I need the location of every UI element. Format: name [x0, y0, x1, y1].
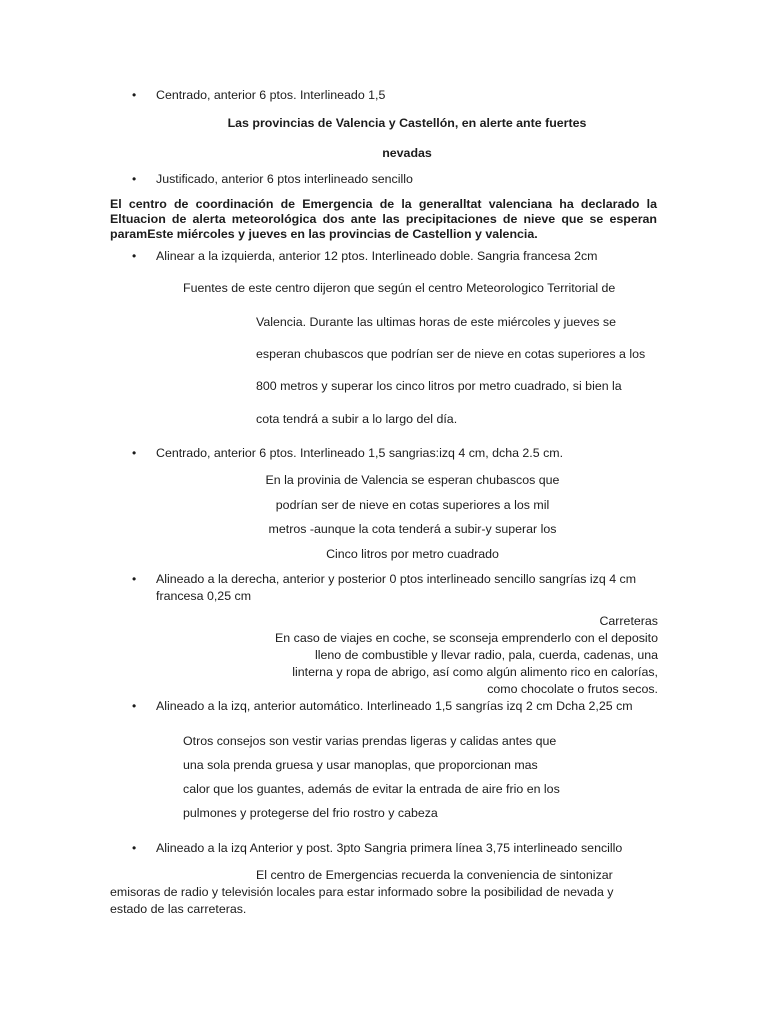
paragraph-line: Otros consejos son vestir varias prendas ligeras y calidas antes que [183, 734, 557, 748]
paragraph-line: El centro de coordinación de Emergencia de la generalltat valenciana ha declarado la [110, 197, 657, 211]
paragraph-line: podrían ser de nieve en cotas superiores a los mil [275, 498, 550, 512]
paragraph-line: calor que los guantes, además de evitar la entrada de aire frio en los [183, 782, 560, 796]
list-item-label: Alinear a la izquierda, anterior 12 ptos. Interlineado doble. Sangria francesa 2cm [156, 249, 598, 263]
paragraph-line: En caso de viajes en coche, se sconseja emprenderlo con el deposito [275, 631, 658, 645]
list-item-label: Alineado a la izq Anterior y post. 3pto Sangria primera línea 3,75 interlineado sencillo [156, 841, 623, 855]
list-item-label: Justificado, anterior 6 ptos interlineado sencillo [156, 172, 413, 186]
bullet-icon: • [132, 572, 137, 586]
paragraph-line: pulmones y protegerse del frio rostro y cabeza [183, 806, 438, 820]
paragraph-line: 800 metros y superar los cinco litros por metro cuadrado, si bien la [256, 379, 622, 393]
paragraph-line: lleno de combustible y llevar radio, pala, cuerda, cadenas, una [314, 648, 658, 662]
paragraph-line: como chocolate o frutos secos. [487, 682, 658, 696]
paragraph-line: Eltuacion de alerta meteorológica dos ante las precipitaciones de nieve que se esperan [110, 212, 657, 226]
paragraph-line: linterna y ropa de abrigo, así como algún alimento rico en calorías, [292, 665, 658, 679]
bullet-icon: • [132, 88, 137, 102]
bullet-icon: • [132, 249, 137, 263]
list-item-label: Alineado a la izq, anterior automático. Interlineado 1,5 sangrías izq 2 cm Dcha 2,25 cm [156, 699, 633, 713]
paragraph-line: paramEste miércoles y jueves en las provincias de Castellion y valencia. [110, 227, 538, 241]
bullet-icon: • [132, 172, 137, 186]
paragraph-line: emisoras de radio y televisión locales para estar informado sobre la posibilidad de nevada y [110, 885, 614, 899]
paragraph-line: Fuentes de este centro dijeron que según el centro Meteorologico Territorial de [183, 281, 616, 295]
headline-line: nevadas [382, 146, 432, 160]
bullet-icon: • [132, 699, 137, 713]
headline-line: Las provincias de Valencia y Castellón, en alerte ante fuertes [227, 116, 587, 130]
paragraph-line: metros -aunque la cota tenderá a subir-y superar los [268, 522, 557, 536]
paragraph-line: El centro de Emergencias recuerda la conveniencia de sintonizar [256, 868, 613, 882]
paragraph-line: una sola prenda gruesa y usar manoplas, que proporcionan mas [183, 758, 538, 772]
list-item-label: Centrado, anterior 6 ptos. Interlineado 1,5 [156, 88, 386, 102]
bullet-icon: • [132, 841, 137, 855]
bullet-icon: • [132, 446, 137, 460]
paragraph-line: esperan chubascos que podrían ser de nieve en cotas superiores a los [256, 347, 646, 361]
list-item-label: francesa 0,25 cm [156, 589, 252, 603]
paragraph-line: Cinco litros por metro cuadrado [326, 547, 499, 561]
paragraph-line: En la provinia de Valencia se esperan chubascos que [265, 473, 560, 487]
paragraph-line: Carreteras [599, 614, 658, 628]
paragraph-line: Valencia. Durante las ultimas horas de este miércoles y jueves se [256, 315, 616, 329]
justified-paragraph [110, 197, 657, 242]
list-item-label: Alineado a la derecha, anterior y posterior 0 ptos interlineado sencillo sangrías izq 4 cm [156, 572, 637, 586]
paragraph-line: cota tendrá a subir a lo largo del día. [256, 412, 458, 426]
list-item-label: Centrado, anterior 6 ptos. Interlineado 1,5 sangrias:izq 4 cm, dcha 2.5 cm. [156, 446, 564, 460]
paragraph-line: estado de las carreteras. [110, 902, 247, 916]
